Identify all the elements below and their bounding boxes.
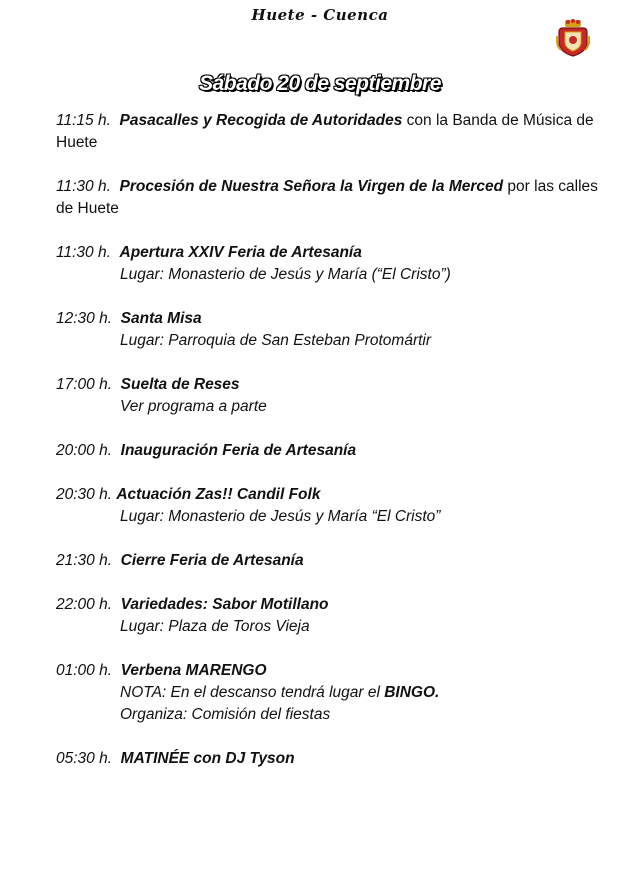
event-item [56,242,601,286]
event-item [56,748,601,770]
event-item [56,110,601,154]
event-item [56,594,601,638]
event-name: Verbena MARENGO [120,662,267,679]
event-list [56,110,601,792]
event-time: 17:00 h. [56,376,113,393]
event-name: MATINÉE con DJ Tyson [120,750,295,767]
event-item [56,440,601,462]
event-time: 20:30 h. [56,486,113,503]
event-item [56,308,601,352]
event-name: Suelta de Reses [120,376,240,393]
event-name: Apertura XXIV Feria de Artesanía [119,244,362,261]
event-item [56,484,601,528]
event-item [56,176,601,220]
event-location: Lugar: Plaza de Toros Vieja [120,618,310,635]
event-location: Lugar: Parroquia de San Esteban Protomártir [120,332,432,349]
event-organizer: Organiza: Comisión del fiestas [120,706,331,723]
event-name: Inauguración Feria de Artesanía [120,442,357,459]
event-name: Actuación Zas!! Candil Folk [116,486,321,503]
note-bold: BINGO. [384,684,440,701]
event-time: 20:00 h. [56,442,113,459]
event-note [56,682,601,704]
day-title: Sábado 20 de septiembre [199,72,441,95]
event-time: 22:00 h. [56,596,113,613]
event-name: Pasacalles y Recogida de Autoridades [119,112,403,129]
event-item [56,550,601,572]
event-time: 11:30 h. [56,178,111,195]
event-time: 05:30 h. [56,750,113,767]
event-note: Ver programa a parte [120,398,267,415]
coat-of-arms-icon [556,18,590,58]
page-header: Huete - Cuenca [251,6,389,24]
event-item [56,374,601,418]
note-text: NOTA: En el descanso tendrá lugar el [120,684,385,701]
event-name: Variedades: Sabor Motillano [120,596,329,613]
event-item [56,660,601,726]
event-detail: con la Banda de Música de Huete [56,112,594,151]
event-location: Lugar: Monasterio de Jesús y María “El Cristo” [120,508,441,525]
event-time: 12:30 h. [56,310,113,327]
event-time: 11:30 h. [56,244,111,261]
event-name: Procesión de Nuestra Señora la Virgen de la Merced [119,178,504,195]
event-time: 01:00 h. [56,662,113,679]
event-name: Santa Misa [120,310,202,327]
event-time: 11:15 h. [56,112,111,129]
event-location: Lugar: Monasterio de Jesús y María (“El Cristo”) [120,266,451,283]
event-time: 21:30 h. [56,552,113,569]
event-name: Cierre Feria de Artesanía [120,552,304,569]
event-detail: por las calles de Huete [56,178,598,217]
